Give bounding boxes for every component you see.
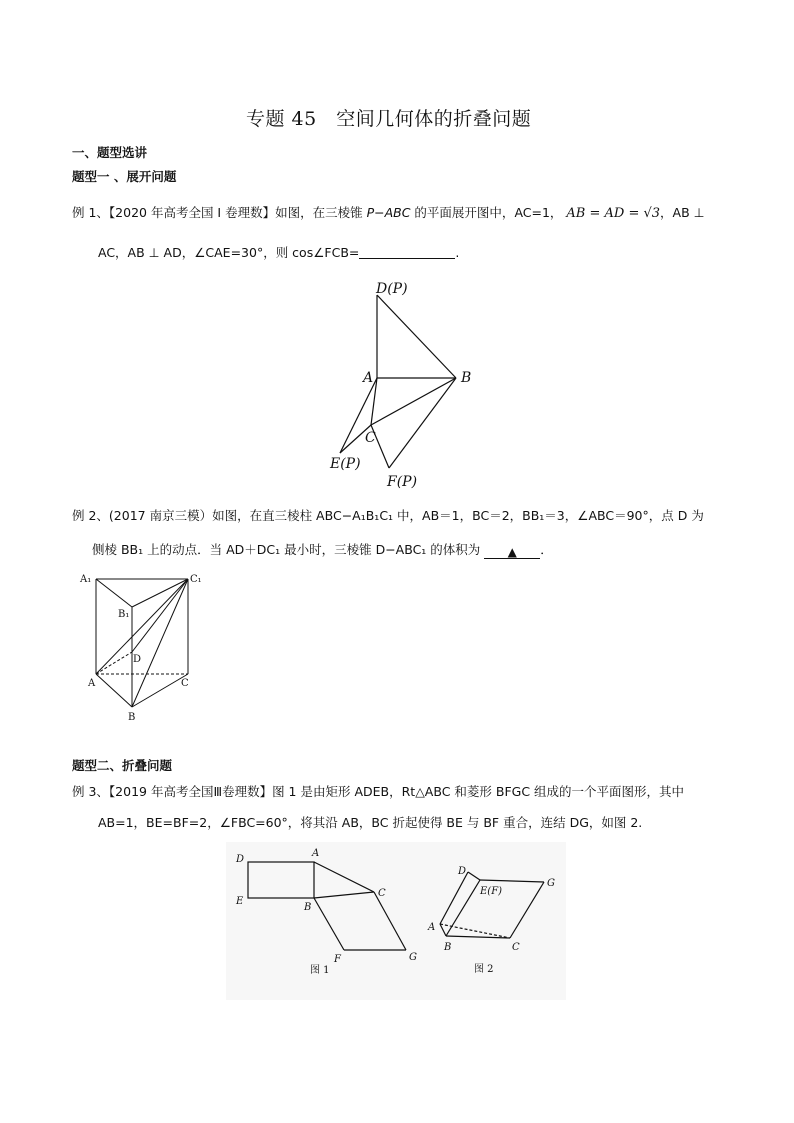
answer-blank-2[interactable]	[484, 544, 540, 559]
f4-label-B: B	[444, 942, 452, 953]
ex1-end: .	[455, 245, 460, 260]
answer-blank[interactable]	[359, 246, 455, 259]
label-C: C	[365, 430, 376, 446]
f4-label-D: D	[458, 866, 467, 877]
ex1-prefix: 例 1、【2020 年高考全国 I 卷理数】如图，在三棱锥	[72, 205, 367, 220]
example2-line2	[92, 540, 553, 559]
ex2-end: ．	[540, 542, 553, 557]
triangle-mark: ▲	[507, 545, 517, 559]
label-B2: B	[128, 712, 136, 723]
f3-label-E: E	[236, 896, 244, 907]
figure3-plane	[226, 842, 426, 1000]
f4-label-EF: E(F)	[480, 886, 503, 897]
ex1-ab-perp: ，AB ⊥	[660, 205, 705, 220]
f4-label-A: A	[428, 922, 436, 933]
label-A2: A	[88, 678, 96, 689]
figure2-caption: 图 2	[474, 964, 494, 975]
figure1-unfolding	[320, 275, 490, 490]
label-C1: C₁	[190, 574, 202, 585]
f4-label-G: G	[547, 878, 555, 889]
figure2-prism	[72, 570, 212, 725]
f3-label-C: C	[378, 888, 386, 899]
figure4-folded	[426, 842, 566, 1000]
label-D: D(P)	[376, 281, 408, 297]
type2-heading: 题型二、折叠问题	[72, 758, 173, 773]
example2-line1: 例 2、(2017 南京三模）如图，在直三棱柱 ABC−A₁B₁C₁ 中，AB＝1，BC＝2，BB₁＝3，∠ABC＝90°，点 D 为	[72, 508, 704, 523]
label-F: F(P)	[387, 474, 418, 490]
example3-line1: 例 3、【2019 年高考全国Ⅲ卷理数】图 1 是由矩形 ADEB，Rt△ABC 和菱形 BFGC 组成的一个平面图形，其中	[72, 784, 685, 799]
page-title: 专题 45 空间几何体的折叠问题	[246, 108, 532, 130]
label-C2: C	[181, 678, 189, 689]
ex1-line2-text: AC，AB ⊥ AD，∠CAE=30°，则 cos∠FCB=	[98, 245, 360, 260]
example3-line2: AB=1，BE=BF=2，∠FBC=60°，将其沿 AB，BC 折起使得 BE 与 BF 重合，连结 DG，如图 2.	[98, 815, 643, 830]
label-B: B	[461, 370, 472, 386]
label-A1: A₁	[80, 574, 92, 585]
ex2-line2-text: 侧棱 BB₁ 上的动点．当 AD＋DC₁ 最小时，三棱锥 D−ABC₁ 的体积为	[92, 542, 481, 557]
section-heading: 一、题型选讲	[72, 145, 148, 160]
figure1-caption: 图 1	[310, 965, 330, 976]
example1-line1	[72, 203, 705, 221]
f4-label-C: C	[512, 942, 520, 953]
f3-label-G: G	[409, 952, 417, 963]
type1-heading: 题型一 、展开问题	[72, 169, 177, 184]
f3-label-A: A	[312, 848, 320, 859]
label-D2: D	[133, 654, 142, 665]
label-B1: B₁	[118, 609, 130, 620]
label-A: A	[363, 370, 374, 386]
f3-label-D: D	[236, 854, 245, 865]
label-E: E(P)	[330, 456, 361, 472]
ex1-pabc: P−ABC	[366, 205, 411, 220]
ex1-sqrt: AB = AD = √3	[566, 206, 661, 221]
f3-label-F: F	[334, 954, 341, 965]
example1-line2	[98, 243, 459, 261]
ex1-ac: AC=1，	[514, 205, 563, 220]
ex1-middle: 的平面展开图中，	[410, 205, 515, 220]
f3-label-B: B	[304, 902, 312, 913]
